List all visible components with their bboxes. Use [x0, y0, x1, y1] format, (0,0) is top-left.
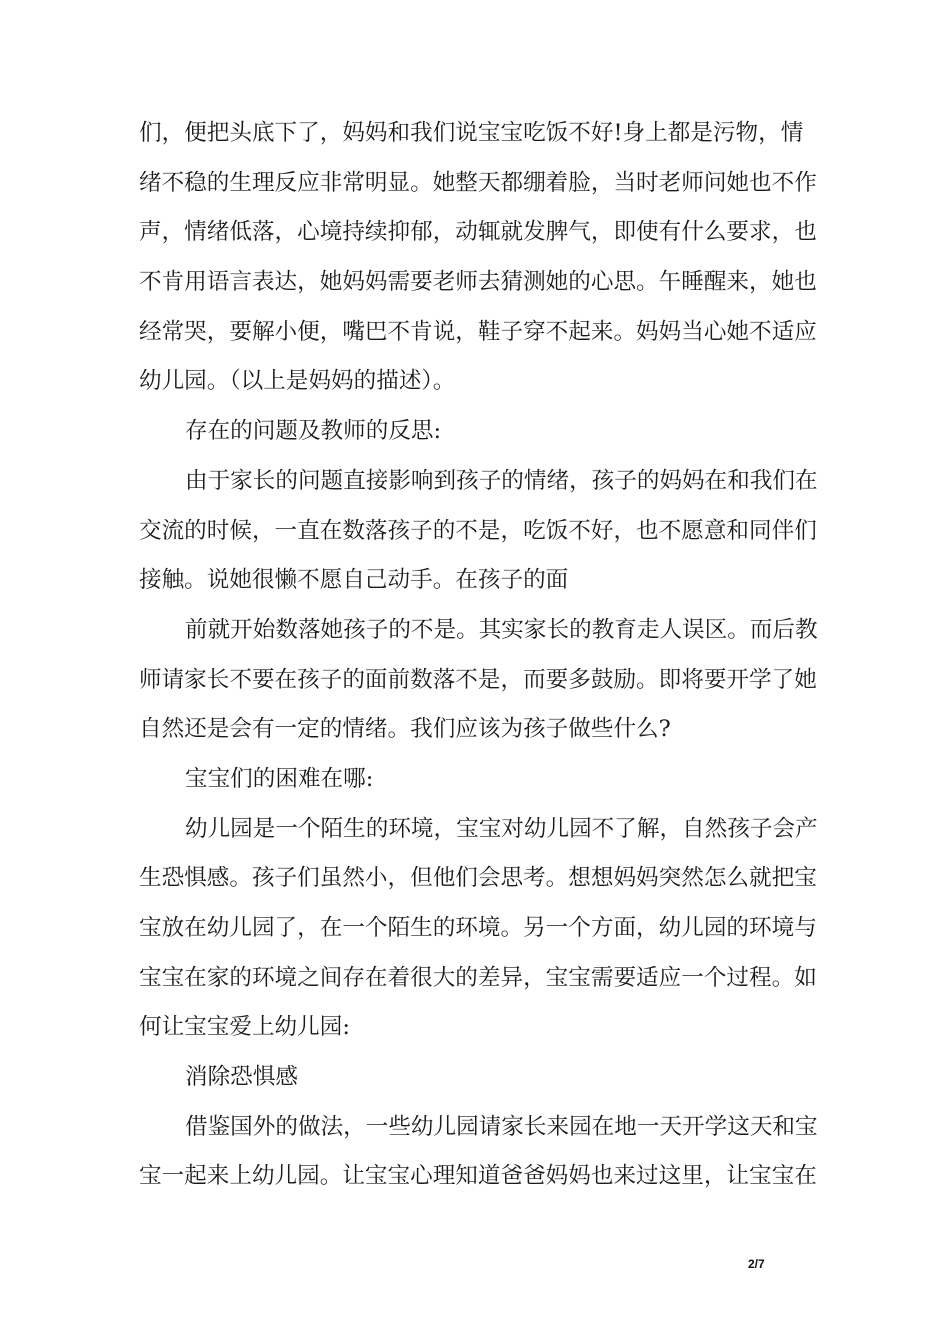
text-line: 前就开始数落她孩子的不是。其实家长的教育走人误区。而后教 — [185, 616, 818, 643]
text-line: 生恐惧感。孩子们虽然小，但他们会思考。想想妈妈突然怎么就把宝 — [139, 865, 817, 892]
text-line: 接触。说她很懒不愿自己动手。在孩子的面 — [139, 567, 569, 594]
text-line: 幼儿园是一个陌生的环境，宝宝对幼儿园不了解，自然孩子会产 — [185, 815, 818, 842]
text-line: 何让宝宝爱上幼儿园: — [139, 1014, 350, 1041]
text-line: 由于家长的问题直接影响到孩子的情绪，孩子的妈妈在和我们在 — [185, 467, 818, 494]
text-line: 不肯用语言表达，她妈妈需要老师去猜测她的心思。午睡醒来，她也 — [139, 269, 817, 296]
text-line: 幼儿园。（以上是妈妈的描述）。 — [139, 368, 456, 395]
text-line: 借鉴国外的做法，一些幼儿园请家长来园在地一天开学这天和宝 — [185, 1113, 818, 1140]
text-line: 宝放在幼儿园了，在一个陌生的环境。另一个方面，幼儿园的环境与 — [139, 915, 817, 941]
text-line: 自然还是会有一定的情绪。我们应该为孩子做些什么? — [139, 716, 671, 743]
text-line: 存在的问题及教师的反思: — [185, 418, 442, 445]
page-number: 2/7 — [748, 1257, 765, 1271]
text-line: 交流的时候，一直在数落孩子的不是，吃饭不好，也不愿意和同伴们 — [139, 517, 817, 544]
text-line: 师请家长不要在孩子的面前数落不是，而要多鼓励。即将要开学了她 — [139, 666, 817, 693]
text-line: 声，情绪低落，心境持续抑郁，动辄就发脾气，即使有什么要求，也 — [139, 219, 817, 246]
text-line: 宝宝在家的环境之间存在着很大的差异，宝宝需要适应一个过程。如 — [139, 964, 817, 991]
text-line: 宝宝们的困难在哪: — [185, 765, 374, 792]
text-line: 绪不稳的生理反应非常明显。她整天都绷着脸，当时老师问她也不作 — [139, 169, 817, 196]
text-line: 消除恐惧感 — [185, 1064, 298, 1091]
text-line: 们，便把头底下了，妈妈和我们说宝宝吃饭不好!身上都是污物，情 — [139, 120, 804, 146]
text-line: 经常哭，要解小便，嘴巴不肯说，鞋子穿不起来。妈妈当心她不适应 — [139, 318, 817, 345]
text-line: 宝一起来上幼儿园。让宝宝心理知道爸爸妈妈也来过这里，让宝宝在 — [139, 1163, 817, 1190]
body-text — [139, 109, 819, 1202]
